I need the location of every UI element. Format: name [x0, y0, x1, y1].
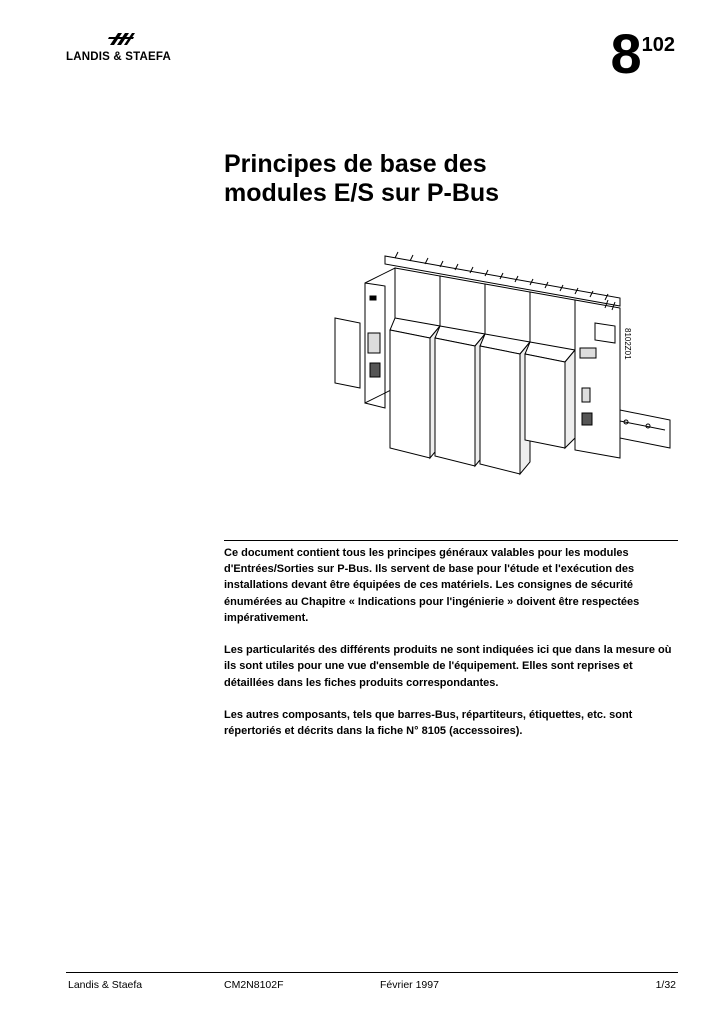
title-line-2: modules E/S sur P-Bus	[224, 179, 500, 207]
modules-illustration	[330, 248, 675, 478]
company-name: LANDIS & STAEFA	[66, 51, 172, 63]
paragraph: Les autres composants, tels que barres-Bus, répartiteurs, étiquettes, etc. sont répertoriés et décrits dans la fiche N° 8105 (accessoires).	[224, 709, 633, 738]
footer-page-number: 1/32	[655, 979, 676, 991]
footer-doc-code: CM2N8102F	[224, 979, 284, 991]
paragraph: Les particularités des différents produits ne sont indiquées ici que dans la mesure où ils sont utiles pour une vue d'ensemble de l'équipement. Elles sont reprises et détaillées dans les fiches produits correspondantes.	[224, 644, 672, 689]
title-line-1: Principes de base des	[224, 150, 487, 178]
logo-mark-icon	[108, 31, 136, 47]
figure-label: 8102Z01	[623, 328, 632, 360]
section-divider	[224, 540, 678, 541]
footer-date: Février 1997	[380, 979, 439, 991]
footer-divider	[66, 972, 678, 973]
footer-company: Landis & Staefa	[68, 979, 143, 991]
doc-number-main: 8	[610, 22, 642, 85]
page-title	[224, 150, 644, 208]
doc-number-suffix: 102	[641, 34, 675, 56]
document-number	[610, 22, 675, 86]
company-logo	[66, 31, 176, 67]
body-text	[224, 545, 676, 756]
paragraph: Ce document contient tous les principes généraux valables pour les modules d'Entrées/Sorties sur P-Bus. Ils servent de base pour l'étude et l'exécution des installations devant être équipées de ces matériels. Les consignes de sécurité énumérées au Chapitre « Indications pour l'ingénierie » doivent être respectées impérativement.	[224, 547, 640, 624]
